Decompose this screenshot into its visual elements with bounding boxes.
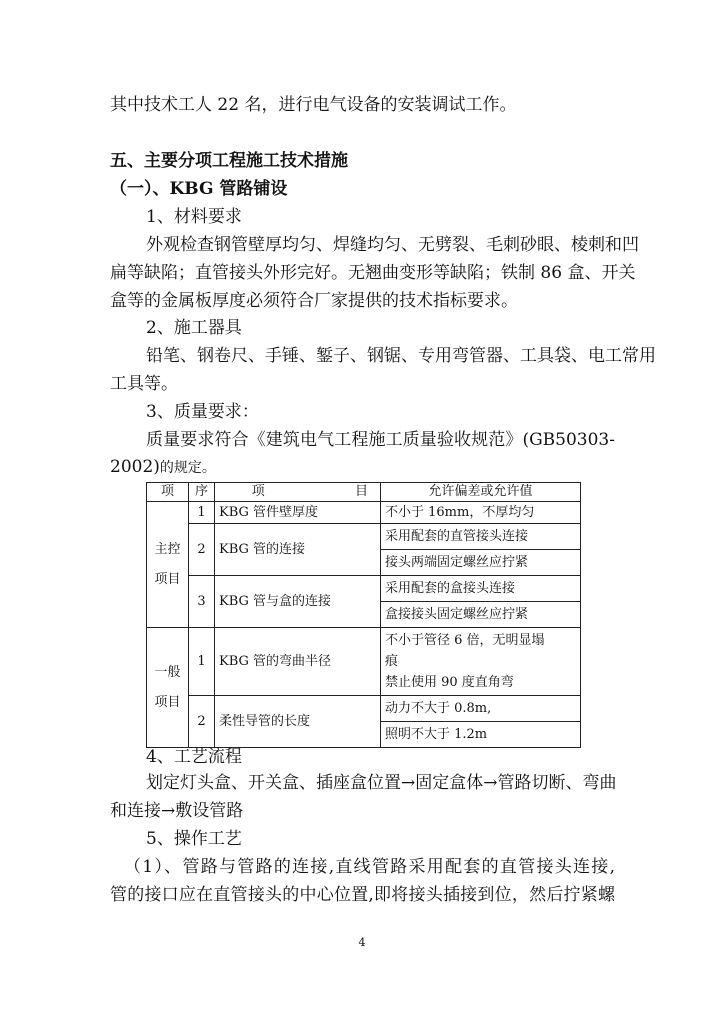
- row-item: KBG 管的连接: [215, 524, 381, 576]
- standard-year: 2002): [110, 457, 160, 477]
- row-item: KBG 管的弯曲半径: [215, 628, 381, 696]
- row-value-line: 动力不大于 0.8m,: [385, 701, 492, 716]
- group-label-main-control: [147, 502, 189, 628]
- row-item: KBG 管件壁厚度: [215, 502, 381, 524]
- group-label-line: 主控: [154, 541, 181, 557]
- row-value: [381, 696, 581, 748]
- row-seq: 1: [189, 628, 215, 696]
- row-value-line: 痕: [385, 654, 399, 669]
- table-row: [147, 696, 581, 748]
- paragraph-intro: 其中技术工人 22 名，进行电气设备的安装调试工作。: [110, 95, 517, 115]
- row-seq: 2: [189, 696, 215, 748]
- row-seq: 3: [189, 576, 215, 628]
- row-value-line: 照明不大于 1.2m: [381, 721, 580, 747]
- table-row: [147, 502, 581, 524]
- table-row: [147, 628, 581, 696]
- row-value-line: 采用配套的盒接头连接: [385, 581, 516, 596]
- heading-operation: 5、操作工艺: [146, 829, 242, 849]
- group-label-general: [147, 628, 189, 748]
- quality-text-suffix: 的规定。: [159, 460, 216, 476]
- row-item: 柔性导管的长度: [215, 696, 381, 748]
- group-label-line: 项目: [154, 694, 181, 710]
- process-text-line-2: 和连接→敷设管路: [110, 801, 244, 821]
- row-value: [381, 628, 581, 696]
- row-value-line: 盒接接头固定螺丝应拧紧: [381, 601, 580, 627]
- row-seq: 2: [189, 524, 215, 576]
- subsection-heading-kbg: （一）、KBG 管路铺设: [110, 179, 288, 199]
- section-heading-5: 五、主要分项工程施工技术措施: [110, 151, 348, 171]
- process-text-line-1: 划定灯头盒、开关盒、插座盒位置→固定盒体→管路切断、弯曲: [146, 773, 617, 793]
- row-value-line: 接头两端固定螺丝应拧紧: [381, 549, 580, 575]
- heading-tools: 2、施工器具: [146, 318, 242, 338]
- header-category: 项: [147, 483, 189, 502]
- material-text-line-2: 扁等缺陷；直管接头外形完好。无翘曲变形等缺陷；铁制 86 盒、开关: [110, 263, 636, 283]
- heading-process-flow: 4、工艺流程: [146, 747, 242, 767]
- material-text-line-1: 外观检查钢管壁厚均匀、焊缝均匀、无劈裂、毛刺砂眼、棱刺和凹: [146, 235, 639, 255]
- table-row: [147, 524, 581, 576]
- row-value: [381, 524, 581, 576]
- header-item: [215, 483, 381, 502]
- tools-text-line-1: 铅笔、钢卷尺、手锤、錾子、钢锯、专用弯管器、工具袋、电工常用: [146, 346, 656, 366]
- operation-text-line-1: （1）、管路与管路的连接,直线管路采用配套的直管接头连接,: [124, 857, 615, 877]
- group-label-line: 一般: [154, 664, 181, 680]
- heading-material-requirements: 1、材料要求: [146, 207, 242, 227]
- quality-spec-table: [146, 482, 581, 748]
- quality-text-line-2: [110, 456, 216, 479]
- operation-text-line-2: 管的接口应在直管接头的中心位置,即将接头插接到位，然后拧紧螺: [110, 885, 615, 905]
- row-value: [381, 576, 581, 628]
- row-value: 不小于 16mm，不厚均匀: [381, 502, 581, 524]
- quality-text-line-1: 质量要求符合《建筑电气工程施工质量验收规范》(GB50303-: [146, 430, 615, 450]
- table-header-row: [147, 483, 581, 502]
- header-seq: 序: [189, 483, 215, 502]
- row-seq: 1: [189, 502, 215, 524]
- header-item-right: 目: [354, 484, 368, 499]
- header-item-left: 项: [251, 484, 265, 499]
- tools-text-line-2: 工具等。: [110, 374, 178, 394]
- row-value-line: 禁止使用 90 度直角弯: [385, 675, 514, 690]
- header-tolerance: 允许偏差或允许值: [381, 483, 581, 502]
- group-label-line: 项目: [154, 571, 181, 587]
- row-value-line: 采用配套的直管接头连接: [385, 529, 529, 544]
- row-item: KBG 管与盒的连接: [215, 576, 381, 628]
- row-value-line: 不小于管径 6 倍，无明显塌: [385, 633, 545, 648]
- page-number: 4: [358, 936, 366, 949]
- heading-quality: 3、质量要求：: [146, 402, 259, 422]
- table-row: [147, 576, 581, 628]
- material-text-line-3: 盒等的金属板厚度必须符合厂家提供的技术指标要求。: [110, 291, 518, 311]
